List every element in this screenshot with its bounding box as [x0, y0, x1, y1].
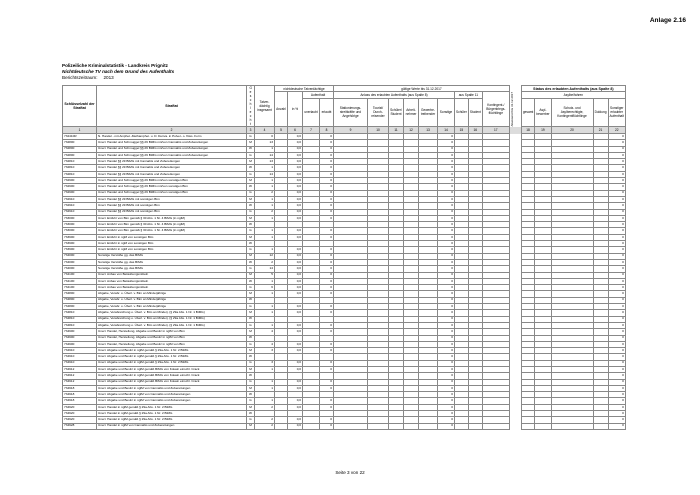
table-body [63, 134, 626, 430]
table-row: 734100 Unerl. Anbau von Betäubungsmitteln M 5 0,0 0 0 0 [63, 272, 626, 278]
period-label: Berichtszeitraum: [62, 75, 98, 80]
col-sonstige-header: Sonstige [438, 98, 455, 126]
table-row: 733000 Unerl. Einfuhr von Btm gemäß § 30 Abs. 1 Nr. 4 BtMG (in nglM) M 1 0,0 0 0 0 [63, 215, 626, 221]
table-row: 732810 Unerl. Handel §§ 29 BtMG mit Cannabis und Zubereitungen M 13 0,0 0 0 0 [63, 159, 626, 165]
col-abwesend-header: Abwesend bis 31.12.2017 [509, 91, 514, 127]
col-schutz-header: Schutz- und Asylberechtigte, Kontingentflüchtlinge [551, 98, 593, 126]
table-row: 734900 Unerl. Handel, Herstellung, Abgabe und Besitz in nglM von Btm W 0 0 [63, 335, 626, 341]
table-row: 732410R N. Handel - mit Amphet.-Methamphet. u. D. Deriva. in Pulver- o. flüss. Form G 0 0,0 0 0 0 [63, 134, 626, 140]
table-row: 734810 Abgabe, Verabreichung o. Überl. v. Btm an Minderj. (§ 29a Abs. 1 Nr. 1 BtMG) G 1 0,0 0 0 0 [63, 322, 626, 328]
table-row: 732800 Unerl. Handel und Schmuggel §§ 29 BtMG mit/von Cannabis und Zubereitungen G 14 0,0 0 0 0 [63, 152, 626, 158]
col-student-header: Schüler/ Student [389, 98, 404, 126]
table-row: 734810 Abgabe, Verabreichung o. Überl. v. Btm an Minderj. (§ 29a Abs. 1 Nr. 1 BtMG) M 1 0,0 0 0 0 [63, 310, 626, 316]
col-erlaubt-header: erlaubt [320, 98, 334, 126]
col-tourist-header: Tourist/ Durch-reisender [368, 98, 389, 126]
table-row: 734000 Sonstige Verstöße gg. das BtMG W 2 0,0 0 0 0 [63, 259, 626, 265]
table-row: 734900 Unerl. Handel, Herstellung, Abgabe und Besitz in nglM von Btm M 4 0,0 0 0 0 [63, 329, 626, 335]
col-duldung-header: Duldung [593, 98, 608, 126]
table-row: 734920 Unerl. Handel in nglM gemäß § 29a Abs. 1 Nr. 2 BtMG M 2 0,0 0 0 0 [63, 404, 626, 410]
table-row: 732800 Unerl. Handel und Schmuggel §§ 29 BtMG mit/von Cannabis und Zubereitungen M 13 0,0 0 0 0 [63, 140, 626, 146]
table-row: 732900 Unerl. Handel und Schmuggel §§ 29 BtMG mit/von sonstigen Btm G 2 0,0 0 0 0 [63, 190, 626, 196]
table-row: 732810 Unerl. Handel §§ 29 BtMG mit Cannabis und Zubereitungen G 14 0,0 0 0 0 [63, 171, 626, 177]
table-row: 732800 Unerl. Handel und Schmuggel §§ 29 BtMG mit/von Cannabis und Zubereitungen W 1 0,0 0 0 0 [63, 146, 626, 152]
report-title: Polizeiliche Kriminalstatistik - Landkreis Prignitz [62, 63, 168, 68]
table-row: 733900 Unerl. Einfuhr in ngM von sonstigen Btm W 0 0 [63, 241, 626, 247]
table-row: 734900 Unerl. Handel, Herstellung, Abgabe und Besitz in nglM von Btm G 4 0,0 0 0 0 [63, 341, 626, 347]
page-footer: Seite 3 von 22 [335, 470, 365, 475]
table-row: 734000 Sonstige Verstöße gg. das BtMG G 14 0,0 0 0 0 [63, 266, 626, 272]
period-value: 2013 [103, 75, 114, 80]
table-row: 734912 Unerl. Abgabe und Besitz in nglM gemäß BtMG von Kokain einschl. Crack G 1 0,0 0 0 0 [63, 379, 626, 385]
valid-values-header: gültige Werte bis 31.12.2017 [334, 86, 510, 92]
col-anzahl-header: Anzahl [275, 92, 288, 127]
col-tatverd-header: Tatver-dächtig insgesamt [255, 86, 275, 127]
ntv-header: nichtdeutsche Tatverdächtige [275, 86, 334, 92]
statistics-table [62, 85, 626, 430]
report-subtitle: Nichtdeutsche TV nach dem Grund des Aufenthalts [62, 69, 175, 74]
table-row: 734100 Unerl. Anbau von Betäubungsmitteln G 6 0,0 0 0 0 [63, 285, 626, 291]
table-row: 732900 Unerl. Handel und Schmuggel §§ 29 BtMG mit/von sonstigen Btm M 1 0,0 0 0 0 [63, 178, 626, 184]
aus-spalte-header: aus Spalte 11 [455, 92, 483, 99]
table-row: 734100 Unerl. Anbau von Betäubungsmitteln W 1 0,0 0 0 0 [63, 278, 626, 284]
table-row: 733900 Unerl. Einfuhr in ngM von sonstigen Btm G 1 0,0 0 0 0 [63, 247, 626, 253]
col-gesamt-header: gesamt [521, 98, 534, 126]
annex-label: Anlage 2.16 [649, 17, 686, 24]
table-row: 733000 Unerl. Einfuhr von Btm gemäß § 30 Abs. 1 Nr. 4 BtMG (in nglM) G 1 0,0 0 0 0 [63, 228, 626, 234]
col-inpct-header: in % [288, 92, 303, 127]
aufenthalt-header: Aufenthalt [303, 92, 334, 99]
table-row: 734800 Abgabe, Verabr. o. Überl. v. Btm an Minderjährige W 0 0 [63, 297, 626, 303]
table-header [63, 86, 626, 134]
table-row: 734912 Unerl. Abgabe und Besitz in nglM gemäß BtMG von Kokain einschl. Crack M 1 0,0 0 0 0 [63, 366, 626, 372]
col-sonstiger-header: Sonstiger erlaubter Aufenthalt [608, 98, 625, 126]
table-row: 734000 Sonstige Verstöße gg. das BtMG M 12 0,0 0 0 0 [63, 253, 626, 259]
table-row: 734918 Unerl. Abgabe und Besitz in nglM von Cannabis und Zubereitungen G 1 0,0 0 0 0 [63, 398, 626, 404]
table-row: 732910 Unerl. Handel §§ 29 BtMG mit sonstigen Btm W 1 0,0 0 0 0 [63, 203, 626, 209]
table-row: 734918 Unerl. Abgabe und Besitz in nglM von Cannabis und Zubereitungen M 1 0,0 0 0 0 [63, 385, 626, 391]
table-row: 734910 Unerl. Abgabe und Besitz in nglM gemäß § 29a Abs. 1 Nr. 2 BtMG G 3 0,0 0 0 0 [63, 360, 626, 366]
table-row: 732900 Unerl. Handel und Schmuggel §§ 29 BtMG mit/von sonstigen Btm W 1 0,0 0 0 0 [63, 184, 626, 190]
col-schueler-header: Schüler [455, 98, 469, 126]
col-unerlaubt-header: unerlaubt [303, 98, 320, 126]
col-stationierung-header: Stationierungs-streitkräfte und Angehörige [334, 98, 368, 126]
table-row: 734800 Abgabe, Verabr. o. Überl. v. Btm an Minderjährige M 1 0,0 0 0 0 [63, 291, 626, 297]
col-kontingent-header: Kontingent-/ Bürgerkriegs-flüchtlinge [482, 92, 509, 127]
table-row: 734918 Unerl. Abgabe und Besitz in nglM von Cannabis und Zubereitungen W 0 0 [63, 392, 626, 398]
table-row: 734810 Abgabe, Verabreichung o. Überl. v. Btm an Minderj. (§ 29a Abs. 1 Nr. 1 BtMG) W 0 0 [63, 316, 626, 322]
report-period [62, 75, 174, 81]
table-row: 734928 Unerl. Handel in nglM von Cannabis und Zubereitungen M 2 0,0 0 0 0 [63, 423, 626, 429]
table-row: 732810 Unerl. Handel §§ 29 BtMG mit Cannabis und Zubereitungen W 1 0,0 0 0 0 [63, 165, 626, 171]
col-asyl-bew-header: Asyl-bewerber [535, 98, 551, 126]
report-header [62, 63, 174, 81]
table-row: 734912 Unerl. Abgabe und Besitz in nglM gemäß BtMG von Kokain einschl. Crack W 0 0 [63, 373, 626, 379]
table-row: 734910 Unerl. Abgabe und Besitz in nglM gemäß § 29a Abs. 1 Nr. 2 BtMG W 0 0 [63, 354, 626, 360]
column-number-row: 1 2 3 4 5 6 7 8 9 10 11 12 13 14 15 16 17 18 19 20 21 22 [63, 127, 626, 134]
table-row: 732910 Unerl. Handel §§ 29 BtMG mit sonstigen Btm G 2 0,0 0 0 0 [63, 209, 626, 215]
table-row: 734800 Abgabe, Verabr. o. Überl. v. Btm an Minderjährige G 1 0,0 0 0 0 [63, 304, 626, 310]
table-row: 732910 Unerl. Handel §§ 29 BtMG mit sonstigen Btm M 1 0,0 0 0 0 [63, 196, 626, 202]
asyl-header: Asylbe/fahren [521, 92, 625, 99]
col-straftat-header: Straftat [97, 86, 247, 127]
anlass-header: Anlass des erlaubten Aufenthalts (aus Spalte 8) [334, 92, 455, 99]
col-schluessel-header: Schlüsselzahl der Straftat [63, 86, 97, 127]
status-header: Status des erlaubten Aufenthalts (aus Spalte 8) [521, 86, 625, 92]
table-row: 734920 Unerl. Handel in nglM gemäß § 29a Abs. 1 Nr. 2 BtMG W 0 0 [63, 411, 626, 417]
table-row: 734910 Unerl. Abgabe und Besitz in nglM gemäß § 29a Abs. 1 Nr. 2 BtMG M 3 0,0 0 0 0 [63, 348, 626, 354]
col-arbeit-header: Arbeit-nehmer [404, 98, 419, 126]
col-studium-header: Student [468, 98, 482, 126]
table-row: 733000 Unerl. Einfuhr von Btm gemäß § 30 Abs. 1 Nr. 4 BtMG (in nglM) W 0 0 [63, 222, 626, 228]
col-geschlecht-header: G e s c h l e c h t [247, 86, 255, 127]
col-gewerbe-header: Gewerbe-treibender [419, 98, 438, 126]
table-row: 734920 Unerl. Handel in nglM gemäß § 29a Abs. 1 Nr. 2 BtMG G 2 0,0 0 0 0 [63, 417, 626, 423]
table-row: 733900 Unerl. Einfuhr in ngM von sonstigen Btm M 1 0,0 0 0 0 [63, 234, 626, 240]
